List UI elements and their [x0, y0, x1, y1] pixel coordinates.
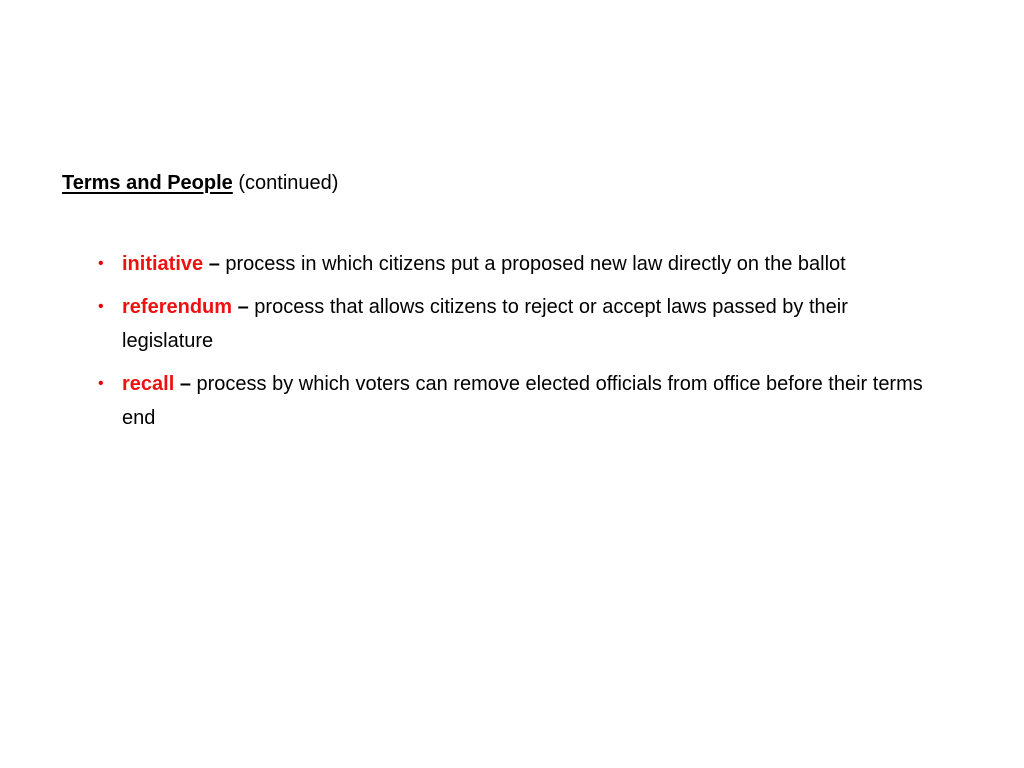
term-item-initiative [96, 247, 926, 281]
term-name: recall [122, 373, 175, 395]
term-name: initiative [122, 253, 204, 275]
term-name: referendum [122, 296, 233, 318]
term-item-referendum [96, 290, 926, 358]
bullet-icon: • [98, 255, 104, 272]
term-definition: process that allows citizens to reject or accept laws passed by their legislature [122, 296, 848, 352]
bullet-icon: • [98, 375, 104, 392]
terms-list [96, 247, 926, 444]
term-dash: – [208, 253, 220, 275]
heading-subtitle: (continued) [238, 172, 339, 194]
term-item-recall [96, 367, 926, 435]
heading-title: Terms and People [62, 172, 233, 194]
term-definition: process by which voters can remove elected officials from office before their terms end [122, 373, 923, 429]
slide-heading [62, 170, 338, 196]
bullet-icon: • [98, 298, 104, 315]
term-dash: – [237, 296, 249, 318]
term-definition: process in which citizens put a proposed new law directly on the ballot [225, 253, 846, 275]
term-dash: – [179, 373, 191, 395]
